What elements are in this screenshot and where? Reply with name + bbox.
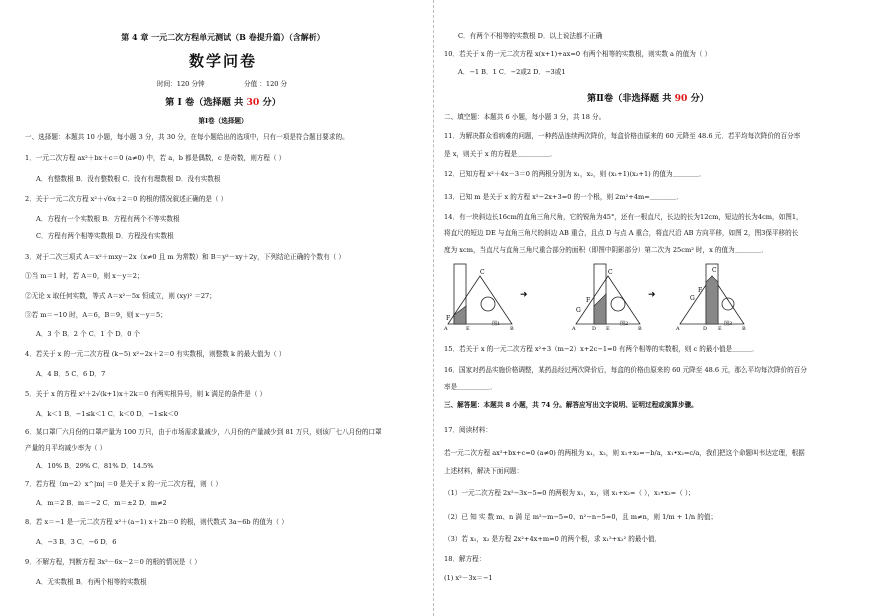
subject-title: 数学问卷	[188, 52, 257, 70]
question-17: 17．阅读材料：	[444, 426, 492, 434]
q18-part-1: (1) x²－3x＝−1	[444, 574, 493, 582]
question-16-cont: 率是＿＿＿＿＿．	[444, 383, 497, 391]
document-header: 第 4 章 一元二次方程单元测试（B 卷提升篇）（含解析）	[121, 32, 325, 42]
section2-instructions: 二、填空题：本题共 6 小题，每小题 3 分，共 18 分。	[444, 113, 606, 121]
figure-3-caption: 图3	[724, 321, 733, 327]
q17-part-1: （1）一元二次方程 2x²−3x−5=0 的两根为 x₁，x₂，则 x₁+x₂=（ ），x₁•x₂=（ ）；	[444, 489, 695, 497]
svg-text:F: F	[446, 315, 451, 322]
section1-instructions: 一、选择题：本题共 10 小题，每小题 3 分，共 30 分，在每小题给出的选项中，只有一项是符合题目要求的。	[25, 133, 349, 141]
score-label: 分值 ：120 分	[244, 80, 288, 88]
q2-options-cd: C．方程有两个相等实数根 D．方程没有实数根	[36, 232, 174, 240]
q7-options: A．m＝2 B．m＝−2 C．m＝±2 D．m≠2	[36, 499, 167, 507]
q4-options: A．4 B．5 C．6 D．7	[36, 370, 106, 378]
question-6-cont: 产量的月平均减少率为（ ）	[25, 444, 107, 452]
question-11: 11．为解决群众看病难的问题，一种药品连续两次降价，每盒价格由原来的 60 元降至 48.6 元．若平均每次降价的百分率	[444, 132, 801, 140]
svg-text:C: C	[480, 269, 485, 276]
svg-text:C: C	[712, 267, 717, 274]
figure-1	[444, 262, 554, 332]
part1-title: 第 Ⅰ 卷（选择题 共 30 分）	[165, 97, 281, 108]
question-1: 1．一元二次方程 ax²＋bx＋c＝0 (a≠0) 中，若 a，b 都是偶数，c 是奇数，则方程（ ）	[25, 154, 286, 162]
svg-text:B: B	[742, 326, 746, 332]
question-16: 16．国家对药品实施价格调整，某药品经过两次降价后，每盒的价格由原来的 60 元降至 48.6 元，那么平均每次降价的百分	[444, 366, 807, 374]
figure-2-caption: 图2	[620, 321, 629, 327]
part1-subtitle: 第Ⅰ卷（选择题）	[198, 117, 248, 125]
question-3: 3．对于二次三项式 A＝x²＋mxy－2x（x≠0 且 m 为常数）和 B＝y²－xy＋2y，下列结论正确的个数有（ ）	[25, 253, 345, 261]
question-4: 4．若关于 x 的一元二次方程 (k−5) x²−2x＋2＝0 有实数根，则整数 k 的最大值为（ ）	[25, 350, 286, 358]
question-14-cont-1: 将直尺的短边 DE 与直角三角尺的斜边 AB 重合，且点 D 与点 A 重合，将直尺沿 AB 方向平移，如图 2，图3保平移的长	[444, 229, 799, 237]
svg-text:F: F	[698, 287, 703, 294]
question-9: 9．不解方程，判断方程 3x²－6x－2＝0 的根的情况是（ ）	[25, 558, 201, 566]
q3-statement-1: ①当 m＝1 时，若 A＝0，则 x－y＝2；	[25, 272, 144, 280]
question-14: 14．有一块斜边长16cm的直角三角尺角，它的锐角为45°，还有一根直尺，长边的长为12cm，短边的长为4cm，如图1，	[444, 213, 803, 221]
svg-text:E: E	[606, 326, 610, 332]
figure-2	[572, 262, 682, 332]
section3-instructions: 三、解答题：本题共 8 小题，共 74 分。解答应写出文字说明、证明过程或演算步骤。	[444, 401, 698, 409]
question-13: 13．已知 m 是关于 x 的方程 x²−2x+3=0 的一个根，则 2m²+4m=＿＿＿＿．	[444, 193, 683, 201]
svg-text:A: A	[572, 326, 576, 332]
q8-options: A．−3 B．3 C．−6 D．6	[36, 538, 117, 546]
q3-statement-2: ②无论 x 取任何实数，等式 A＝x²－5x 恒成立，则 (xy)² ＝27；	[25, 292, 216, 300]
question-6: 6．某口罩厂六月份的口罩产量为 100 万只，由于市场需求量减少，八月份的产量减少到 81 万只，则该厂七八月份的口罩	[25, 428, 382, 436]
time-label: 时间：120 分钟	[157, 80, 205, 88]
svg-text:A: A	[444, 326, 448, 332]
figure-1-caption: 图1	[492, 321, 501, 327]
question-18: 18．解方程：	[444, 555, 486, 563]
q2-options-ab: A．方程有一个实数根 B．方程有两个不等实数根	[36, 215, 180, 223]
part1-score: 30	[246, 97, 260, 108]
question-5: 5．关于 x 的方程 x²＋2√(k+1)x＋2k＝0 有两实根异号，则 k 满足的条件是（ ）	[25, 390, 267, 398]
svg-text:B: B	[638, 326, 642, 332]
q17-material-cont: 上述材料，解决下面问题：	[444, 467, 524, 475]
question-8: 8．若 x＝−1 是一元二次方程 x²＋(a−1) x＋2b＝0 的根，则代数式 3a−6b 的值为（ ）	[25, 518, 288, 526]
svg-text:D: D	[592, 326, 597, 332]
arrow-icon: ➜	[520, 290, 528, 300]
q17-material: 若一元二次方程 ax²+bx+c=0 (a≠0) 的两根为 x₁，x₂，则 x₁+x₂=−b/a，x₁•x₂=c/a，我们把这个命题叫韦达定理，根据	[444, 449, 805, 457]
svg-text:A: A	[676, 326, 680, 332]
question-15: 15．若关于 x 的一元二次方程 x²+3（m−2）x+2c−1=0 有两个相等的实数根，则 c 的最小值是＿＿＿．	[444, 345, 759, 353]
q5-options: A．k＜1 B．−1≤k＜1 C．k＜0 D．−1≤k＜0	[36, 410, 179, 418]
svg-text:E: E	[718, 326, 722, 332]
question-14-cont-2: 度为 xcm，当直尺与直角三角尺重合部分的面积（即图中阴影部分）第二次为 25cm² 时，x 的值为＿＿＿＿．	[444, 246, 768, 254]
svg-text:E: E	[466, 326, 470, 332]
q17-part-2: （2）已 知 实 数 m、n 满 足 m²−m−5=0、n²−n−5=0，且 m≠n，则 1/m + 1/n 的值；	[444, 513, 718, 521]
column-divider	[433, 0, 435, 616]
figure-3	[676, 262, 786, 332]
q10-options: A．−1 B．1 C．−2或2 D．−3或1	[458, 68, 566, 76]
svg-text:D: D	[703, 326, 708, 332]
svg-text:F: F	[586, 297, 591, 304]
q9-options-cd: C．有两个不相等的实数根 D．以上说法都不正确	[458, 32, 603, 40]
q1-options: A．有整数根 B．没有整数根 C．没有有理数根 D．没有实数根	[36, 175, 221, 183]
arrow-icon-2: ➜	[648, 290, 656, 300]
question-11-cont: 是 x，则关于 x 的方程是＿＿＿＿＿．	[444, 150, 557, 158]
part2-title: 第Ⅱ卷（非选择题 共 90 分）	[586, 93, 709, 104]
q9-options: A．无实数根 B．有两个相等的实数根	[36, 578, 147, 586]
q17-part-3: （3）若 x₁，x₂ 是方程 2x²+4x+m=0 的两个根，求 x₁²+x₂² 的最小值．	[444, 535, 662, 543]
question-7: 7．若方程（m−2）x^|m| ＝0 是关于 x 的一元二次方程，则（ ）	[25, 480, 222, 488]
svg-text:G: G	[576, 307, 581, 314]
q6-options: A．10% B．29% C．81% D．14.5%	[36, 462, 154, 470]
question-2: 2．关于一元二次方程 x²＋√6x＋2＝0 的根的情况叙述正确的是（ ）	[25, 195, 228, 203]
question-10: 10．若关于 x 的一元二次方程 x(x+1)+ax=0 有两个相等的实数根，则实数 a 的值为（ ）	[444, 50, 712, 58]
svg-text:G: G	[690, 295, 695, 302]
q3-statement-3: ③若 m＝−10 时，A＝6，B＝9，则 x－y＝5；	[25, 311, 167, 319]
part2-score: 90	[674, 93, 688, 104]
svg-text:B: B	[510, 326, 514, 332]
q3-options: A．3 个 B．2 个 C．1 个 D．0 个	[36, 330, 141, 338]
question-12: 12．已知方程 x²＋4x－3＝0 的两根分别为 x₁，x₂，则 (x₁+1)(x₂+1) 的值为＿＿＿＿．	[444, 170, 706, 178]
svg-text:C: C	[608, 269, 613, 276]
